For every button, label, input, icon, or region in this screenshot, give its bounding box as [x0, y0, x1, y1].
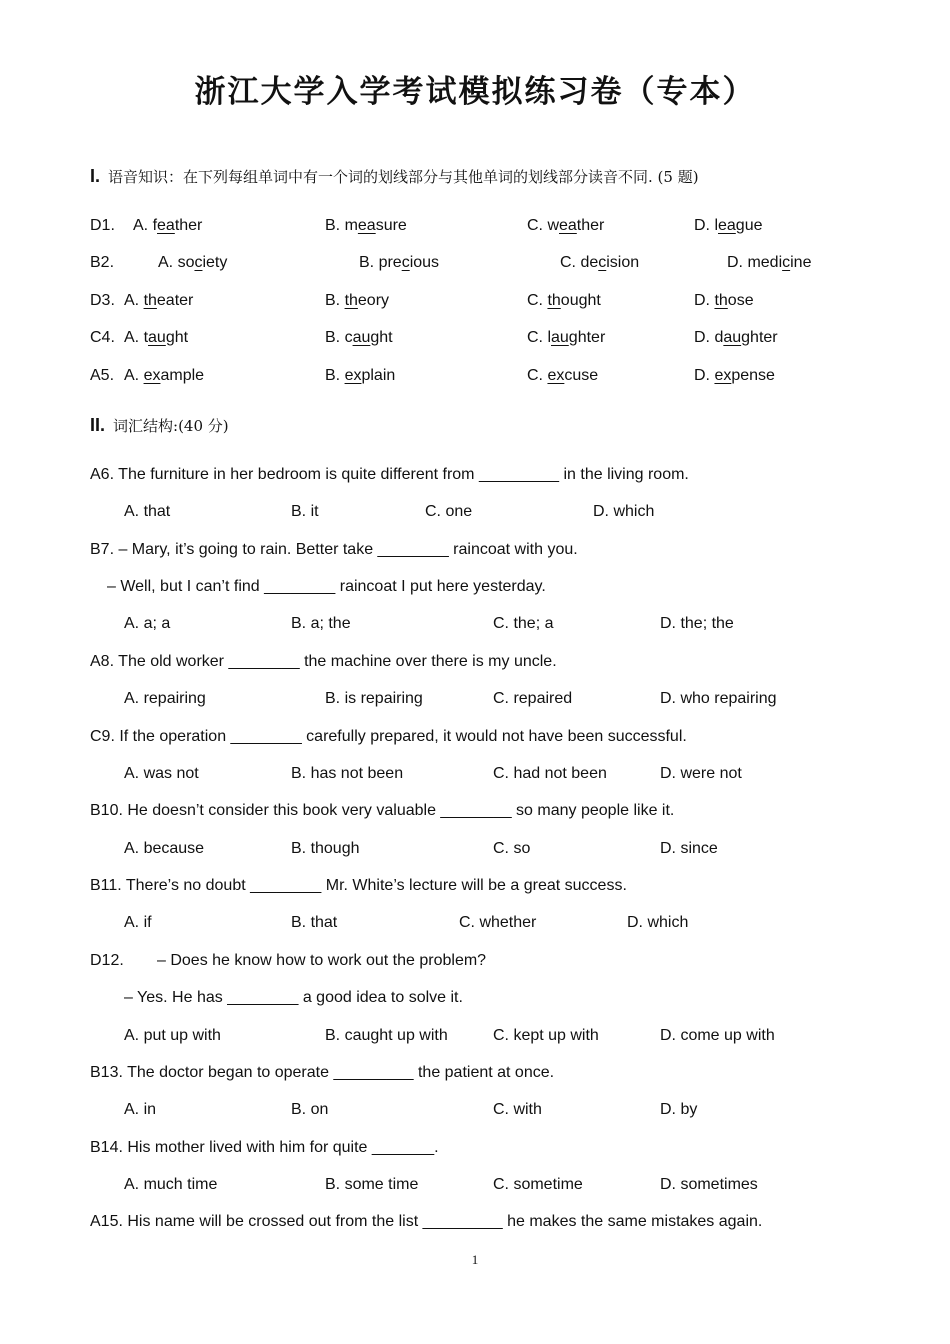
- answer-option: A. if: [124, 914, 152, 931]
- phonetic-option: D. daughter: [694, 329, 778, 346]
- answer-option: B. some time: [325, 1176, 419, 1193]
- question-stem: B10. He doesn’t consider this book very valuable ________ so many people like it.: [90, 802, 675, 819]
- phonetic-option: C. thought: [527, 292, 601, 309]
- page-title: 浙江大学入学考试模拟练习卷（专本）: [194, 74, 756, 110]
- phonetic-option: B. theory: [325, 292, 390, 309]
- answer-option: A. put up with: [124, 1027, 221, 1044]
- answer-option: D. which: [593, 503, 655, 520]
- section-1-number: I.: [90, 166, 101, 186]
- answer-option: A. repairing: [124, 690, 206, 707]
- answer-option: D. which: [627, 914, 689, 931]
- phonetic-option: A. example: [124, 367, 205, 384]
- question-stem: B13. The doctor began to operate _________ the patient at once.: [90, 1064, 555, 1081]
- question-stem: A6. The furniture in her bedroom is quite different from _________ in the living room.: [90, 466, 689, 483]
- answer-option: C. repaired: [493, 690, 573, 707]
- answer-option: D. by: [660, 1101, 698, 1118]
- answer-option: D. were not: [660, 765, 742, 782]
- phonetic-option: B. caught: [325, 329, 393, 346]
- answer-option: B. is repairing: [325, 690, 423, 707]
- question-stem: A8. The old worker ________ the machine over there is my uncle.: [90, 653, 557, 670]
- question-stem: A15. His name will be crossed out from the list _________ he makes the same mistakes again.: [90, 1213, 763, 1230]
- answer-option: A. that: [124, 503, 171, 520]
- answer-option: C. sometime: [493, 1176, 583, 1193]
- phonetic-option: A. feather: [133, 217, 203, 234]
- phonetic-option: C. decision: [560, 254, 640, 271]
- answer-option: D. since: [660, 840, 718, 857]
- phonetic-option: A. society: [158, 254, 228, 271]
- phonetic-label: B2.: [90, 254, 115, 271]
- phonetic-label: D1.: [90, 217, 115, 234]
- question-stem-continued: – Well, but I can’t find ________ raincoat I put here yesterday.: [107, 578, 546, 595]
- answer-option: B. that: [291, 914, 338, 931]
- answer-option: C. so: [493, 840, 531, 857]
- question-stem: B7. – Mary, it’s going to rain. Better take ________ raincoat with you.: [90, 541, 578, 558]
- answer-option: A. was not: [124, 765, 199, 782]
- answer-option: D. the; the: [660, 615, 734, 632]
- phonetic-option: C. laughter: [527, 329, 606, 346]
- section-2-number: II.: [90, 415, 106, 435]
- phonetic-option: B. measure: [325, 217, 407, 234]
- question-stem: B14. His mother lived with him for quite _______.: [90, 1139, 439, 1156]
- question-stem: C9. If the operation ________ carefully prepared, it would not have been successful.: [90, 728, 687, 745]
- answer-option: A. much time: [124, 1176, 218, 1193]
- answer-option: D. come up with: [660, 1027, 775, 1044]
- phonetic-option: D. those: [694, 292, 754, 309]
- section-2-instruction: 词汇结构:(40 分): [113, 417, 229, 435]
- section-1-instruction: 语音知识：在下列每组单词中有一个词的划线部分与其他单词的划线部分读音不同. (5 题): [108, 168, 699, 186]
- answer-option: D. sometimes: [660, 1176, 758, 1193]
- question-stem-continued: – Yes. He has ________ a good idea to solve it.: [124, 989, 463, 1006]
- section-1-heading: [90, 166, 699, 187]
- phonetic-option: D. expense: [694, 367, 775, 384]
- answer-option: C. the; a: [493, 615, 554, 632]
- phonetic-option: B. explain: [325, 367, 396, 384]
- answer-option: A. because: [124, 840, 205, 857]
- phonetic-option: C. excuse: [527, 367, 599, 384]
- phonetic-option: D. league: [694, 217, 763, 234]
- answer-option: A. a; a: [124, 615, 171, 632]
- answer-option: A. in: [124, 1101, 157, 1118]
- answer-option: B. a; the: [291, 615, 351, 632]
- phonetic-label: A5.: [90, 367, 115, 384]
- phonetic-label: D3.: [90, 292, 115, 309]
- phonetic-label: C4.: [90, 329, 115, 346]
- answer-option: B. though: [291, 840, 360, 857]
- answer-option: B. on: [291, 1101, 329, 1118]
- answer-option: C. whether: [459, 914, 537, 931]
- phonetic-option: A. theater: [124, 292, 194, 309]
- answer-option: C. one: [425, 503, 473, 520]
- answer-option: B. has not been: [291, 765, 404, 782]
- answer-option: B. it: [291, 503, 319, 520]
- question-stem: B11. There’s no doubt ________ Mr. White’s lecture will be a great success.: [90, 877, 627, 894]
- phonetic-option: C. weather: [527, 217, 605, 234]
- question-label: D12.: [90, 952, 124, 969]
- phonetic-option: B. precious: [359, 254, 440, 271]
- question-stem: – Does he know how to work out the problem?: [157, 952, 487, 969]
- answer-option: C. kept up with: [493, 1027, 599, 1044]
- answer-option: B. caught up with: [325, 1027, 448, 1044]
- phonetic-option: A. taught: [124, 329, 189, 346]
- answer-option: D. who repairing: [660, 690, 777, 707]
- answer-option: C. had not been: [493, 765, 607, 782]
- answer-option: C. with: [493, 1101, 542, 1118]
- page-number: 1: [471, 1252, 479, 1267]
- phonetic-option: D. medicine: [727, 254, 812, 271]
- section-2-heading: [90, 415, 229, 436]
